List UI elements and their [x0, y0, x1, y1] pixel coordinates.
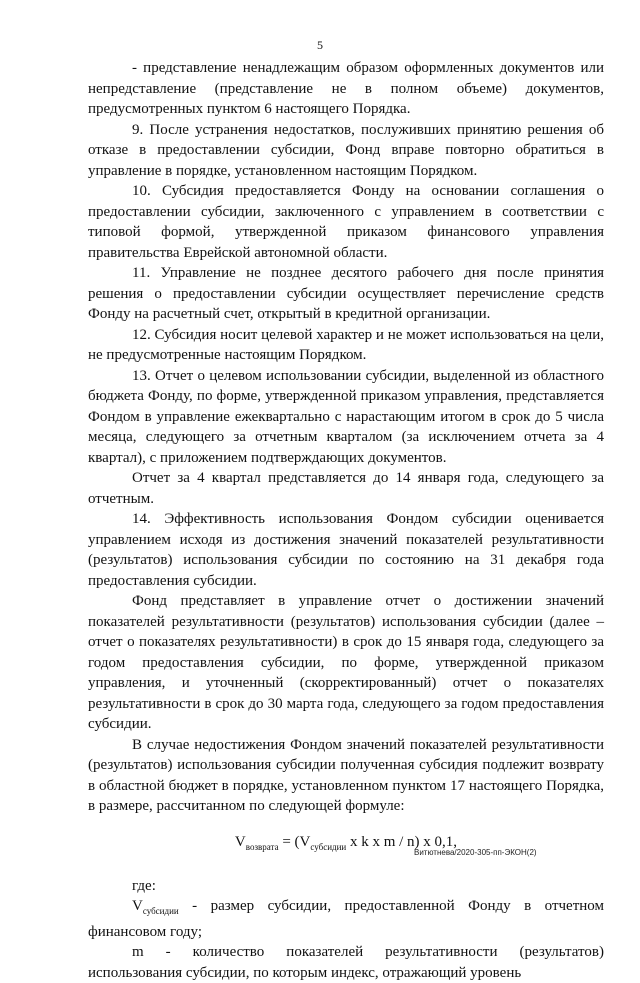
- paragraph: - представление ненадлежащим образом оформленных документов или непредставление (представление не в полном объеме) документов, предусмотренных пунктом 6 настоящего Порядка.: [88, 60, 604, 117]
- formula-lhs-sub: возврата: [245, 841, 279, 852]
- paragraph: Отчет за 4 квартал представляется до 14 января года, следующего за отчетным.: [88, 470, 604, 507]
- formula-eq: = (V: [278, 833, 311, 850]
- def-v-sub: субсидии: [142, 906, 179, 916]
- paragraph: 9. После устранения недостатков, послуживших принятию решения об отказе в предоставлении субсидии, Фонд вправе повторно обратиться в управление в порядке, установленном настоящим Порядком.: [88, 121, 604, 179]
- paragraph: 11. Управление не позднее десятого рабочего дня после принятия решения о предоставлении субсидии осуществляет перечисление средств Фонду на расчетный счет, открытый в кредитной организации.: [88, 265, 604, 322]
- definition-m: m - количество показателей результативности (результатов) использования субсидии, по которым индекс, отражающий уровень: [88, 944, 604, 981]
- formula-lhs: V: [234, 833, 246, 850]
- where-label: где:: [132, 877, 156, 894]
- paragraph: 12. Субсидия носит целевой характер и не может использоваться на цели, не предусмотренные настоящим Порядком.: [88, 326, 604, 363]
- paragraph: 13. Отчет о целевом использовании субсидии, выделенной из областного бюджета Фонду, по форме, утвержденной приказом управления, представляется Фондом в управление ежеквартально с нарастающим итогом в срок до 5 числа месяца, следующего за отчетным кварталом (за исключением отчета за 4 квартал), с приложением подтверждающих документов.: [88, 367, 604, 466]
- formula-tail: x k x m / n) x 0,1,: [346, 833, 458, 850]
- footer-document-code: Витютнева/2020-305-пп-ЭКОН(2): [414, 848, 537, 857]
- paragraph: 10. Субсидия предоставляется Фонду на основании соглашения о предоставлении субсидии, заключенного с управлением в соответствии с типовой формой, утвержденной приказом финансового управления правительства Еврейской автономной области.: [88, 183, 604, 261]
- def-v-symbol: V: [132, 898, 143, 914]
- definition-v: [88, 896, 604, 942]
- paragraph: 14. Эффективность использования Фондом субсидии оценивается управлением исходя из достижения значений показателей результативности (результатов) использования субсидии по состоянию на 31 декабря года предоставления субсидии.: [88, 511, 604, 589]
- def-v-text: - размер субсидии, предоставленной Фонду в отчетном финансовом году;: [88, 898, 604, 940]
- paragraph: Фонд представляет в управление отчет о достижении значений показателей результативности (результатов) использования субсидии (далее – отчет о показателях результативности) в срок до 15 января года, следующего за годом предоставления субсидии, по форме, утвержденной приказом управления, и уточненный (скорректированный) отчет о показателях результативности в срок до 30 марта года, следующего за годом предоставления субсидии.: [88, 593, 604, 732]
- paragraph: В случае недостижения Фондом значений показателей результативности (результатов) использования субсидии полученная субсидия подлежит возврату в областной бюджет в порядке, установленном пунктом 17 настоящего Порядка, в размере, рассчитанном по следующей формуле:: [88, 736, 604, 814]
- formula-rhs-sub: субсидии: [310, 841, 347, 852]
- page-number: 5: [317, 38, 323, 52]
- document-body: [88, 58, 604, 983]
